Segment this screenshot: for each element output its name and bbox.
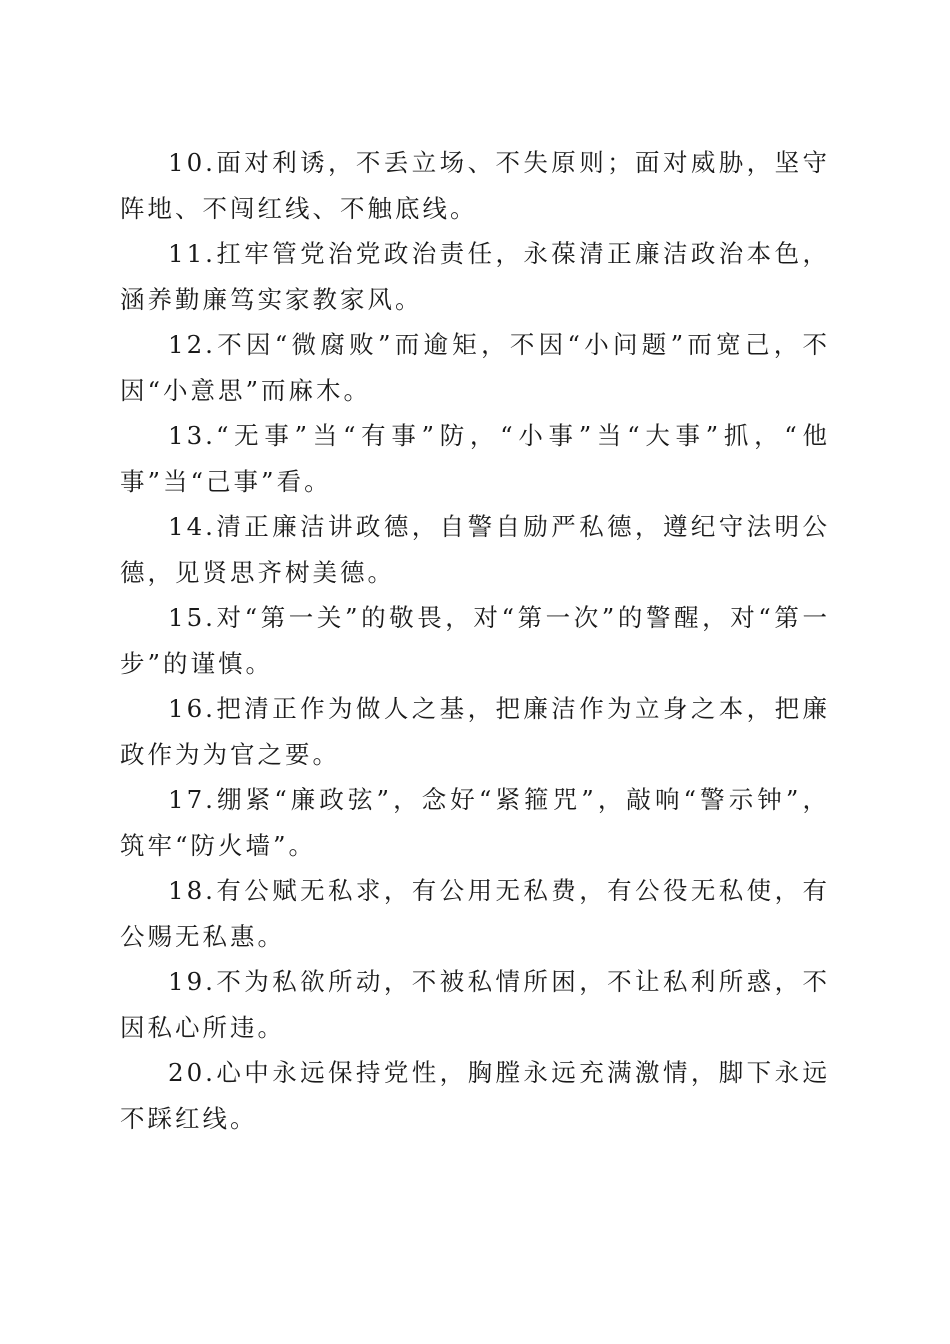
list-item-10: 10.面对利诱，不丢立场、不失原则；面对威胁，坚守阵地、不闯红线、不触底线。 bbox=[120, 148, 830, 223]
list-item-11: 11.扛牢管党治党政治责任，永葆清正廉洁政治本色，涵养勤廉笃实家教家风。 bbox=[120, 239, 830, 314]
list-item-17: 17.绷紧“廉政弦”，念好“紧箍咒”，敲响“警示钟”，筑牢“防火墙”。 bbox=[120, 785, 830, 860]
list-item-13: 13.“无事”当“有事”防，“小事”当“大事”抓，“他事”当“己事”看。 bbox=[120, 421, 830, 496]
document-body bbox=[120, 140, 830, 1141]
list-item-15: 15.对“第一关”的敬畏，对“第一次”的警醒，对“第一步”的谨慎。 bbox=[120, 603, 830, 678]
list-item-18: 18.有公赋无私求，有公用无私费，有公役无私使，有公赐无私惠。 bbox=[120, 876, 830, 951]
list-item-14: 14.清正廉洁讲政德，自警自励严私德，遵纪守法明公德，见贤思齐树美德。 bbox=[120, 512, 830, 587]
list-item-12: 12.不因“微腐败”而逾矩，不因“小问题”而宽己，不因“小意思”而麻木。 bbox=[120, 330, 830, 405]
list-item-19: 19.不为私欲所动，不被私情所困，不让私利所惑，不因私心所违。 bbox=[120, 967, 830, 1042]
list-item-16: 16.把清正作为做人之基，把廉洁作为立身之本，把廉政作为为官之要。 bbox=[120, 694, 830, 769]
list-item-20: 20.心中永远保持党性，胸膛永远充满激情，脚下永远不踩红线。 bbox=[120, 1058, 830, 1133]
